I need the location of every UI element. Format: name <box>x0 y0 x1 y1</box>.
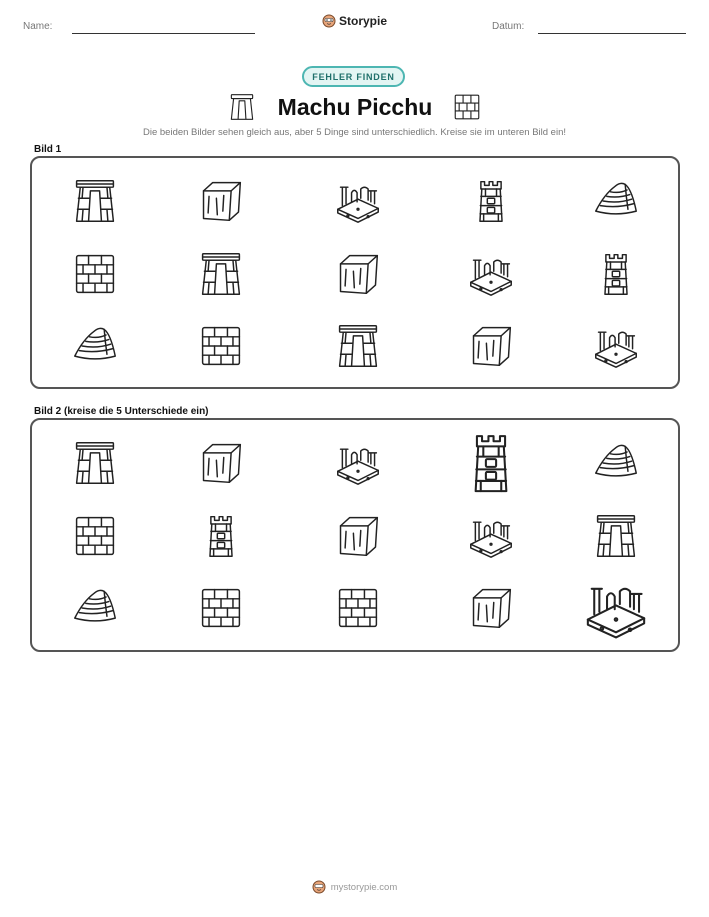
picture1-cell <box>198 323 244 369</box>
brand-name: Storypie <box>339 14 388 28</box>
puzzle-type-badge: FEHLER FINDEN <box>302 66 405 87</box>
stone-block-icon <box>468 323 514 369</box>
picture2-cell[interactable] <box>459 431 523 495</box>
gate-icon <box>228 93 256 121</box>
picture1-cell <box>468 323 514 369</box>
stone-wall-icon <box>453 93 481 121</box>
page-title: Machu Picchu <box>277 94 433 120</box>
stone-wall-icon <box>72 513 118 559</box>
gate-icon <box>72 440 118 486</box>
name-label: Name: <box>23 21 53 32</box>
tower-icon <box>459 431 523 495</box>
picture2-cell[interactable] <box>468 585 514 631</box>
brand-logo <box>322 14 387 28</box>
picture1-cell <box>198 178 244 224</box>
tower-icon <box>468 178 514 224</box>
ruins-icon <box>584 576 648 640</box>
picture1-cell <box>335 251 381 297</box>
picture2-panel[interactable] <box>30 418 680 652</box>
picture2-cell[interactable] <box>198 513 244 559</box>
stone-block-icon <box>198 440 244 486</box>
date-label: Datum: <box>492 21 525 32</box>
storypie-mascot-icon <box>322 14 336 28</box>
picture1-cell <box>593 251 639 297</box>
footer-url: mystorypie.com <box>330 881 398 893</box>
picture1-label: Bild 1 <box>34 144 62 155</box>
picture2-cell[interactable] <box>593 513 639 559</box>
picture2-label: Bild 2 (kreise die 5 Unterschiede ein) <box>34 406 209 417</box>
terraced-mountain-icon <box>593 440 639 486</box>
picture1-cell <box>468 178 514 224</box>
picture2-cell[interactable] <box>468 513 514 559</box>
terraced-mountain-icon <box>72 585 118 631</box>
picture1-cell <box>72 251 118 297</box>
picture2-cell[interactable] <box>72 585 118 631</box>
stone-block-icon <box>335 251 381 297</box>
ruins-icon <box>593 323 639 369</box>
stone-block-icon <box>335 513 381 559</box>
picture2-cell[interactable] <box>593 440 639 486</box>
stone-block-icon <box>198 178 244 224</box>
stone-wall-icon <box>198 323 244 369</box>
gate-icon <box>72 178 118 224</box>
picture2-cell[interactable] <box>335 585 381 631</box>
picture2-cell[interactable] <box>198 585 244 631</box>
picture2-cell[interactable] <box>198 440 244 486</box>
ruins-icon <box>468 251 514 297</box>
picture2-cell[interactable] <box>584 576 648 640</box>
picture1-panel <box>30 156 680 389</box>
gate-icon <box>335 323 381 369</box>
instructions: Die beiden Bilder sehen gleich aus, aber 5 Dinge sind unterschiedlich. Kreise sie im unteren Bild ein! <box>143 127 566 138</box>
picture1-cell <box>198 251 244 297</box>
name-line[interactable] <box>72 33 255 34</box>
storypie-mascot-icon <box>312 880 326 894</box>
picture1-cell <box>335 178 381 224</box>
date-line[interactable] <box>538 33 686 34</box>
stone-wall-icon <box>198 585 244 631</box>
gate-icon <box>593 513 639 559</box>
tower-icon <box>593 251 639 297</box>
terraced-mountain-icon <box>72 323 118 369</box>
picture1-cell <box>593 323 639 369</box>
tower-icon <box>198 513 244 559</box>
terraced-mountain-icon <box>593 178 639 224</box>
picture1-cell <box>72 323 118 369</box>
ruins-icon <box>335 440 381 486</box>
picture2-cell[interactable] <box>335 440 381 486</box>
picture1-cell <box>335 323 381 369</box>
gate-icon <box>198 251 244 297</box>
footer <box>0 880 709 894</box>
picture2-cell[interactable] <box>72 513 118 559</box>
picture2-cell[interactable] <box>72 440 118 486</box>
picture2-cell[interactable] <box>335 513 381 559</box>
picture1-cell <box>72 178 118 224</box>
ruins-icon <box>468 513 514 559</box>
picture1-cell <box>468 251 514 297</box>
picture1-cell <box>593 178 639 224</box>
stone-block-icon <box>468 585 514 631</box>
ruins-icon <box>335 178 381 224</box>
stone-wall-icon <box>72 251 118 297</box>
stone-wall-icon <box>335 585 381 631</box>
